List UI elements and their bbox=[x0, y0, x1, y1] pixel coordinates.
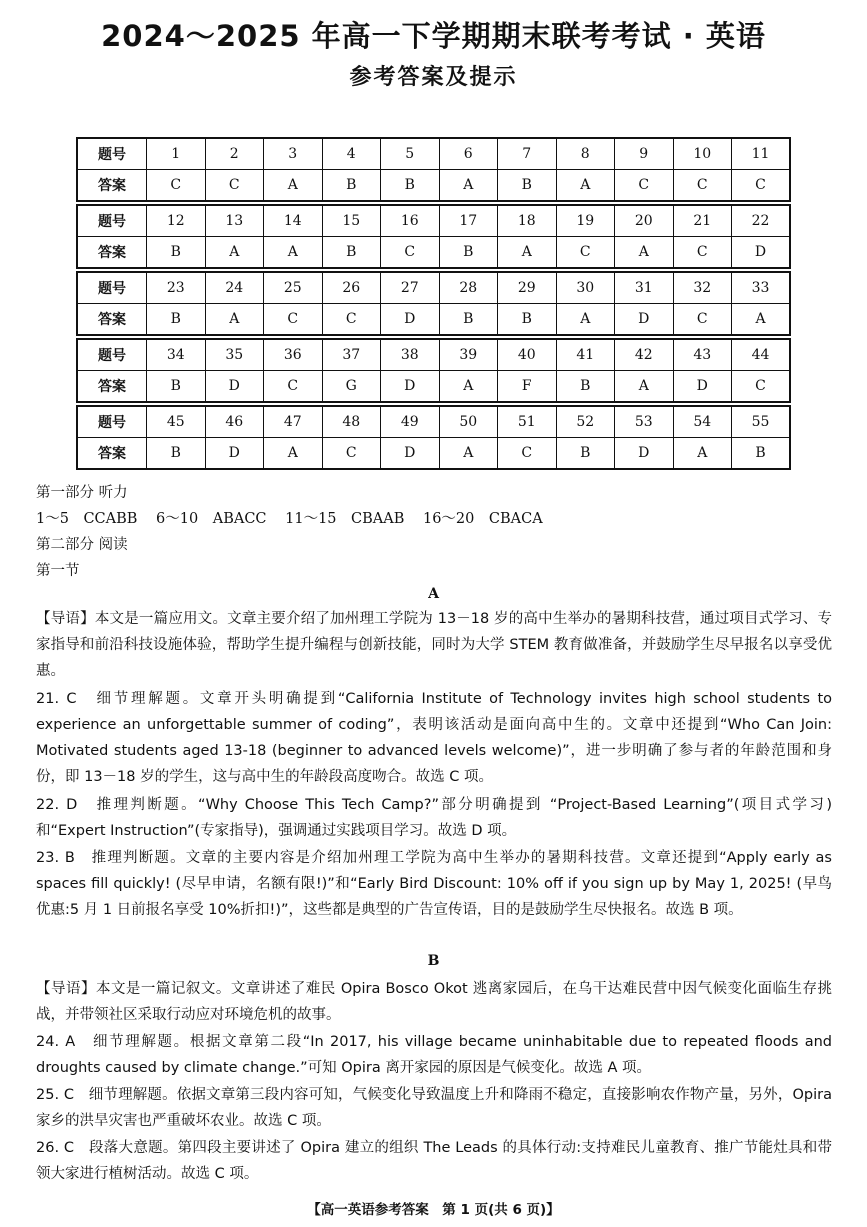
question-number: 19 bbox=[556, 205, 615, 237]
answer-cell: B bbox=[439, 304, 498, 336]
question-number: 36 bbox=[264, 339, 323, 371]
question-number: 27 bbox=[381, 272, 440, 304]
answer-cell: A bbox=[439, 170, 498, 202]
answer-cell: B bbox=[322, 170, 381, 202]
question-number: 15 bbox=[322, 205, 381, 237]
question-number: 41 bbox=[556, 339, 615, 371]
answer-cell: C bbox=[147, 170, 206, 202]
answer-cell: B bbox=[498, 304, 557, 336]
answer-21: 21. C 细节理解题。文章开头明确提到“California Institute of Technology invites high school students to experience an unforgettable summer of coding”，表明该活动是面向高中生的。文章中还提到“Who Can Join: Motivated students aged 13-18 (beginner to advanced levels welcome)”，进一步明确了参与者的年龄范围和身份，即 13－18 岁的学生，这与高中生的年龄段高度吻合。故选 C 项。 bbox=[36, 691, 832, 785]
question-number: 37 bbox=[322, 339, 381, 371]
question-number: 34 bbox=[147, 339, 206, 371]
answer-cell: C bbox=[381, 237, 440, 269]
question-number: 30 bbox=[556, 272, 615, 304]
answer-cell: B bbox=[498, 170, 557, 202]
question-number: 44 bbox=[732, 339, 791, 371]
question-number: 4 bbox=[322, 138, 381, 170]
question-number: 28 bbox=[439, 272, 498, 304]
answer-cell: D bbox=[381, 371, 440, 403]
answer-cell: B bbox=[556, 371, 615, 403]
answer-cell: C bbox=[673, 237, 732, 269]
question-number: 13 bbox=[205, 205, 264, 237]
row-header-answer: 答案 bbox=[77, 438, 147, 470]
answer-cell: C bbox=[556, 237, 615, 269]
page-footer: 【高一英语参考答案 第 1 页(共 6 页)】 bbox=[307, 1202, 560, 1218]
question-number: 33 bbox=[732, 272, 791, 304]
passage-a-label: A bbox=[428, 586, 439, 602]
answer-cell: B bbox=[732, 438, 791, 470]
question-number: 12 bbox=[147, 205, 206, 237]
question-number: 52 bbox=[556, 406, 615, 438]
question-number-row bbox=[77, 272, 790, 304]
answer-22: 22. D 推理判断题。“Why Choose This Tech Camp?”部分明确提到 “Project-Based Learning”(项目式学习)和“Expert Instruction”(专家指导)，强调通过实践项目学习。故选 D 项。 bbox=[36, 797, 832, 839]
answer-row bbox=[77, 371, 790, 403]
row-header-answer: 答案 bbox=[77, 237, 147, 269]
question-number-row bbox=[77, 138, 790, 170]
listening-group: 16～20 CBACA bbox=[422, 511, 543, 527]
answer-cell: C bbox=[673, 170, 732, 202]
question-number: 20 bbox=[615, 205, 674, 237]
answer-cell: A bbox=[205, 304, 264, 336]
answer-25: 25. C 细节理解题。依据文章第三段内容可知，气候变化导致温度上升和降雨不稳定，直接影响农作物产量，另外，Opira 家乡的洪旱灾害也严重破坏农业。故选 C 项。 bbox=[36, 1087, 832, 1129]
question-number: 2 bbox=[205, 138, 264, 170]
row-header-answer: 答案 bbox=[77, 170, 147, 202]
question-number: 18 bbox=[498, 205, 557, 237]
passage-b-intro: 【导语】本文是一篇记叙文。文章讲述了难民 Opira Bosco Okot 逃离家园后，在乌干达难民营中因气候变化面临生存挑战，并带领社区采取行动应对环境危机的故事。 bbox=[36, 981, 832, 1023]
question-number: 42 bbox=[615, 339, 674, 371]
answer-cell: C bbox=[322, 438, 381, 470]
question-number: 43 bbox=[673, 339, 732, 371]
question-number: 51 bbox=[498, 406, 557, 438]
answer-cell: C bbox=[673, 304, 732, 336]
passage-a-intro: 【导语】本文是一篇应用文。文章主要介绍了加州理工学院为 13－18 岁的高中生举办的暑期科技营，通过项目式学习、专家指导和前沿科技设施体验，帮助学生提升编程与创新技能，同时为大学 STEM 教育做准备，并鼓励学生尽早报名以享受优惠。 bbox=[36, 611, 832, 679]
question-number: 47 bbox=[264, 406, 323, 438]
question-number: 23 bbox=[147, 272, 206, 304]
answer-cell: C bbox=[205, 170, 264, 202]
answer-cell: D bbox=[205, 438, 264, 470]
question-number: 50 bbox=[439, 406, 498, 438]
question-number: 55 bbox=[732, 406, 791, 438]
row-header-question: 题号 bbox=[77, 138, 147, 170]
question-number: 53 bbox=[615, 406, 674, 438]
question-number: 39 bbox=[439, 339, 498, 371]
question-number: 1 bbox=[147, 138, 206, 170]
question-number: 45 bbox=[147, 406, 206, 438]
answer-cell: C bbox=[732, 371, 791, 403]
page-title: 2024～2025 年高一下学期期末联考考试 · 英语 bbox=[101, 19, 766, 53]
listening-group: 1～5 CCABB bbox=[36, 511, 138, 527]
answer-cell: A bbox=[264, 170, 323, 202]
section-heading: 第一节 bbox=[36, 563, 80, 579]
question-number: 29 bbox=[498, 272, 557, 304]
answer-block bbox=[76, 338, 791, 403]
answer-23: 23. B 推理判断题。文章的主要内容是介绍加州理工学院为高中生举办的暑期科技营。文章还提到“Apply early as spaces fill quickly! (尽早申请，名额有限!)”和“Early Bird Discount: 10% off if you sign up by May 1, 2025! (早鸟优惠:5 月 1 日前报名享受 10%折扣!)”，这些都是典型的广告宣传语，目的是鼓励学生尽快报名。故选 B 项。 bbox=[36, 850, 832, 918]
row-header-question: 题号 bbox=[77, 272, 147, 304]
answer-cell: A bbox=[498, 237, 557, 269]
answer-cell: B bbox=[381, 170, 440, 202]
question-number: 5 bbox=[381, 138, 440, 170]
answer-cell: D bbox=[205, 371, 264, 403]
answer-cell: B bbox=[322, 237, 381, 269]
answer-cell: A bbox=[732, 304, 791, 336]
row-header-question: 题号 bbox=[77, 339, 147, 371]
part2-heading: 第二部分 阅读 bbox=[36, 537, 128, 553]
question-number: 38 bbox=[381, 339, 440, 371]
answer-cell: A bbox=[264, 438, 323, 470]
question-number-row bbox=[77, 406, 790, 438]
answer-cell: D bbox=[673, 371, 732, 403]
question-number: 26 bbox=[322, 272, 381, 304]
answer-block bbox=[76, 137, 791, 202]
question-number: 10 bbox=[673, 138, 732, 170]
question-number-row bbox=[77, 339, 790, 371]
answer-cell: B bbox=[439, 237, 498, 269]
answer-cell: A bbox=[439, 438, 498, 470]
answer-cell: D bbox=[615, 304, 674, 336]
row-header-answer: 答案 bbox=[77, 304, 147, 336]
question-number: 35 bbox=[205, 339, 264, 371]
answer-block bbox=[76, 405, 791, 470]
answer-row bbox=[77, 170, 790, 202]
question-number: 21 bbox=[673, 205, 732, 237]
question-number: 32 bbox=[673, 272, 732, 304]
answer-cell: B bbox=[147, 304, 206, 336]
answer-cell: A bbox=[673, 438, 732, 470]
row-header-question: 题号 bbox=[77, 205, 147, 237]
question-number: 31 bbox=[615, 272, 674, 304]
listening-group: 11～15 CBAAB bbox=[285, 511, 405, 527]
answer-cell: A bbox=[615, 237, 674, 269]
question-number: 8 bbox=[556, 138, 615, 170]
answer-cell: F bbox=[498, 371, 557, 403]
answer-cell: C bbox=[264, 304, 323, 336]
question-number: 14 bbox=[264, 205, 323, 237]
question-number: 54 bbox=[673, 406, 732, 438]
part1-heading: 第一部分 听力 bbox=[36, 485, 128, 501]
question-number: 49 bbox=[381, 406, 440, 438]
question-number: 17 bbox=[439, 205, 498, 237]
answer-block bbox=[76, 204, 791, 269]
answer-block bbox=[76, 271, 791, 336]
answer-cell: D bbox=[615, 438, 674, 470]
answer-row bbox=[77, 237, 790, 269]
question-number: 46 bbox=[205, 406, 264, 438]
answer-cell: C bbox=[322, 304, 381, 336]
page-subtitle: 参考答案及提示 bbox=[349, 65, 518, 90]
question-number: 11 bbox=[732, 138, 791, 170]
answer-cell: C bbox=[498, 438, 557, 470]
listening-group: 6～10 ABACC bbox=[156, 511, 267, 527]
question-number-row bbox=[77, 205, 790, 237]
answer-cell: A bbox=[439, 371, 498, 403]
answer-cell: D bbox=[381, 304, 440, 336]
question-number: 16 bbox=[381, 205, 440, 237]
listening-answers bbox=[36, 506, 836, 532]
answer-cell: B bbox=[147, 371, 206, 403]
answer-cell: A bbox=[556, 170, 615, 202]
answer-cell: G bbox=[322, 371, 381, 403]
answer-24: 24. A 细节理解题。根据文章第二段“In 2017, his village became uninhabitable due to repeated floods and droughts caused by climate change.”可知 Opira 离开家园的原因是气候变化。故选 A 项。 bbox=[36, 1034, 832, 1076]
question-number: 7 bbox=[498, 138, 557, 170]
answer-cell: B bbox=[147, 438, 206, 470]
passage-b-label: B bbox=[427, 953, 440, 969]
question-number: 9 bbox=[615, 138, 674, 170]
answer-cell: D bbox=[732, 237, 791, 269]
question-number: 22 bbox=[732, 205, 791, 237]
question-number: 24 bbox=[205, 272, 264, 304]
answer-cell: A bbox=[615, 371, 674, 403]
answer-row bbox=[77, 304, 790, 336]
answer-cell: B bbox=[147, 237, 206, 269]
answer-cell: A bbox=[556, 304, 615, 336]
answer-table bbox=[76, 137, 791, 472]
question-number: 6 bbox=[439, 138, 498, 170]
answer-cell: C bbox=[615, 170, 674, 202]
question-number: 25 bbox=[264, 272, 323, 304]
answer-cell: B bbox=[556, 438, 615, 470]
answer-row bbox=[77, 438, 790, 470]
row-header-question: 题号 bbox=[77, 406, 147, 438]
answer-cell: D bbox=[381, 438, 440, 470]
question-number: 3 bbox=[264, 138, 323, 170]
answer-26: 26. C 段落大意题。第四段主要讲述了 Opira 建立的组织 The Leads 的具体行动:支持难民儿童教育、推广节能灶具和带领大家进行植树活动。故选 C 项。 bbox=[36, 1140, 832, 1182]
answer-cell: A bbox=[264, 237, 323, 269]
question-number: 48 bbox=[322, 406, 381, 438]
answer-cell: C bbox=[264, 371, 323, 403]
question-number: 40 bbox=[498, 339, 557, 371]
answer-cell: C bbox=[732, 170, 791, 202]
answer-cell: A bbox=[205, 237, 264, 269]
row-header-answer: 答案 bbox=[77, 371, 147, 403]
